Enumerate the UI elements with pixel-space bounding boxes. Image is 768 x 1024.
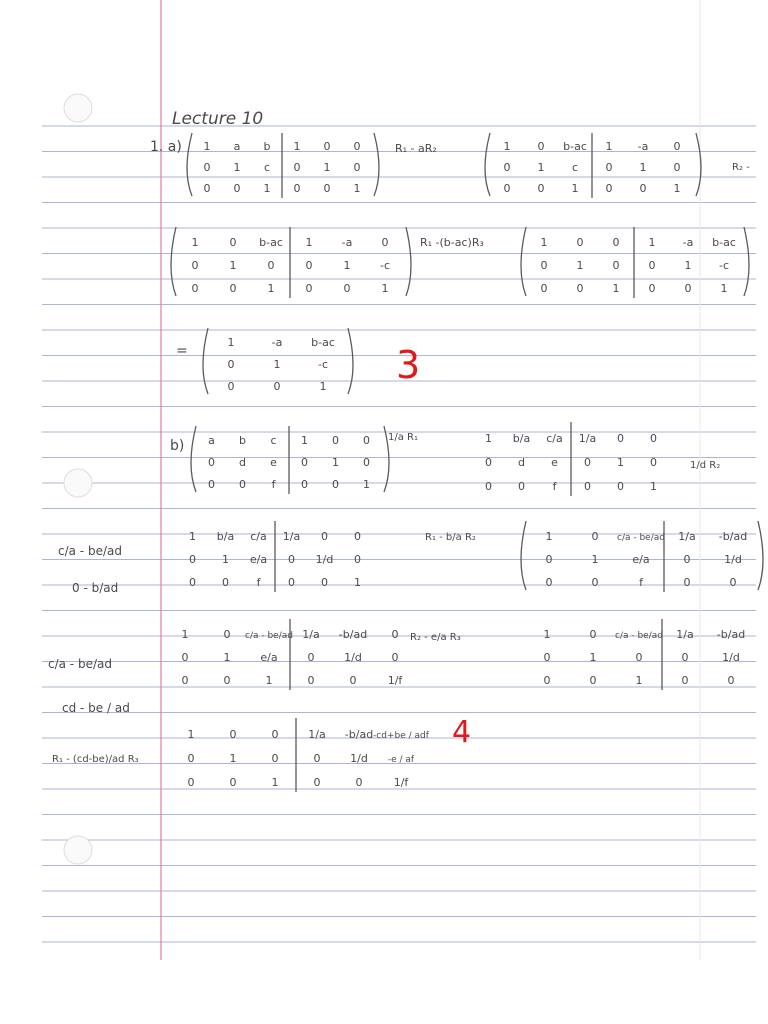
matrix-cell: 0 bbox=[681, 651, 689, 664]
matrix-cell: -a bbox=[682, 236, 694, 249]
margin-op: R₁ - (cd-be)/ad R₃ bbox=[52, 754, 139, 765]
op-b-2: 1/d R₂ bbox=[690, 460, 721, 471]
matrix-cell: 1 bbox=[605, 140, 613, 153]
matrix-cell: 0 bbox=[229, 282, 237, 295]
matrix-cell: 1 bbox=[381, 282, 389, 295]
matrix-cell: 1/d bbox=[350, 752, 368, 765]
matrix-cell: 0 bbox=[187, 752, 195, 765]
matrix-cell: 0 bbox=[584, 480, 591, 493]
matrix-cell: 1 bbox=[589, 651, 597, 664]
matrix-cell: 0 bbox=[545, 553, 553, 566]
matrix-b-final bbox=[188, 718, 430, 792]
matrix-cell: 0 bbox=[540, 282, 548, 295]
matrix-cell: 1/d bbox=[722, 651, 740, 664]
binder-hole-middle bbox=[64, 469, 92, 497]
matrix-cell: f bbox=[639, 576, 643, 589]
matrix-cell: 1/d bbox=[315, 553, 334, 566]
matrix-cell: 0 bbox=[673, 161, 681, 174]
matrix-cell: 0 bbox=[227, 358, 235, 371]
matrix-cell: 0 bbox=[605, 161, 613, 174]
matrix-cell: -b/ad bbox=[338, 628, 368, 641]
matrix-cell: 0 bbox=[323, 182, 331, 195]
matrix-cell: 0 bbox=[189, 576, 196, 589]
matrix-cell: 1 bbox=[191, 236, 199, 249]
matrix-cell: 0 bbox=[293, 161, 301, 174]
matrix-cell: 0 bbox=[681, 674, 689, 687]
right-paren bbox=[758, 521, 763, 590]
matrix-cell: c bbox=[270, 434, 277, 447]
matrix-cell: 1 bbox=[267, 282, 275, 295]
matrix-cell: 1 bbox=[720, 282, 728, 295]
matrix-cell: 1 bbox=[332, 456, 339, 469]
matrix-cell: 0 bbox=[683, 576, 691, 589]
matrix-cell: a bbox=[208, 434, 215, 447]
matrix-cell: b bbox=[239, 434, 246, 447]
matrix-cell: 0 bbox=[355, 776, 363, 789]
matrix-cell: 1 bbox=[305, 236, 313, 249]
matrix-cell: -a bbox=[271, 336, 283, 349]
matrix-cell: 0 bbox=[540, 259, 548, 272]
matrix-cell: 0 bbox=[635, 651, 643, 664]
matrix-cell: 0 bbox=[612, 236, 620, 249]
matrix-cell: 1 bbox=[189, 530, 196, 543]
matrix-cell: 1 bbox=[223, 651, 231, 664]
matrix-cell: 1 bbox=[293, 140, 301, 153]
matrix-cell: e/a bbox=[632, 553, 650, 566]
matrix-cell: 0 bbox=[293, 182, 301, 195]
page-title: Lecture 10 bbox=[172, 109, 264, 129]
matrix-cell: 0 bbox=[181, 674, 189, 687]
matrix-cell: 0 bbox=[683, 553, 691, 566]
matrix-cell: 0 bbox=[612, 259, 620, 272]
matrix-cell: 0 bbox=[650, 456, 657, 469]
matrix-cell: e bbox=[551, 456, 558, 469]
op-b-3: R₁ - b/a R₂ bbox=[425, 532, 476, 543]
matrix-cell: 1 bbox=[187, 728, 195, 741]
matrix-cell: 1 bbox=[181, 628, 189, 641]
matrix-cell: 1 bbox=[354, 576, 361, 589]
matrix-cell: 0 bbox=[313, 752, 321, 765]
matrix-cell: 0 bbox=[503, 161, 511, 174]
matrix-cell: 1 bbox=[639, 161, 647, 174]
part-a-label: 1. a) bbox=[150, 139, 182, 155]
matrix-cell: 0 bbox=[187, 776, 195, 789]
matrix-cell: 1 bbox=[612, 282, 620, 295]
matrix-cell: 1 bbox=[363, 478, 370, 491]
matrix-cell: 1/f bbox=[393, 776, 409, 789]
matrix-cell: d bbox=[239, 456, 246, 469]
matrix-cell: 0 bbox=[203, 161, 211, 174]
matrix-cell: b/a bbox=[512, 432, 531, 445]
margin-note-4: cd - be / ad bbox=[62, 701, 130, 715]
matrix-cell: f bbox=[256, 576, 261, 589]
matrix-cell: 0 bbox=[271, 728, 279, 741]
matrix-cell: 1/d bbox=[724, 553, 742, 566]
matrix-cell: 1 bbox=[648, 236, 656, 249]
matrix-cell: 0 bbox=[321, 530, 328, 543]
matrix-cell: 0 bbox=[354, 530, 361, 543]
matrix-cell: 0 bbox=[203, 182, 211, 195]
matrix-cell: 1 bbox=[650, 480, 657, 493]
matrix-cell: 0 bbox=[229, 776, 237, 789]
matrix-a-step1 bbox=[485, 133, 701, 198]
matrix-cell: b-ac bbox=[311, 336, 335, 349]
matrix-b-step2 bbox=[189, 521, 361, 592]
matrix-cell: 0 bbox=[208, 456, 215, 469]
matrix-cell: c bbox=[263, 161, 271, 174]
right-paren bbox=[744, 227, 749, 296]
matrix-cell: 0 bbox=[301, 456, 308, 469]
matrix-cell: 0 bbox=[191, 259, 199, 272]
margin-note-1: c/a - be/ad bbox=[58, 544, 122, 558]
matrix-cell: 0 bbox=[288, 553, 295, 566]
matrix-cell: 0 bbox=[332, 478, 339, 491]
matrix-cell: 0 bbox=[673, 140, 681, 153]
left-paren bbox=[485, 133, 490, 196]
matrix-cell: 0 bbox=[363, 456, 370, 469]
matrix-cell: 1 bbox=[343, 259, 351, 272]
matrix-cell: 1 bbox=[271, 776, 279, 789]
matrix-cell: 0 bbox=[591, 576, 599, 589]
score-4: 4 bbox=[452, 715, 472, 750]
matrix-cell: e/a bbox=[260, 651, 278, 664]
matrix-cell: -a bbox=[637, 140, 649, 153]
matrix-cell: 0 bbox=[617, 480, 624, 493]
op-b-4: R₂ - e/a R₃ bbox=[410, 632, 461, 643]
matrix-cell: 0 bbox=[288, 576, 295, 589]
matrix-cell: 0 bbox=[617, 432, 624, 445]
matrix-a-step2 bbox=[171, 227, 411, 298]
matrix-cell: 0 bbox=[321, 576, 328, 589]
matrix-cell: 1 bbox=[263, 182, 271, 195]
binder-hole-top bbox=[64, 94, 92, 122]
matrix-cell: 0 bbox=[485, 456, 492, 469]
matrix-cell: 0 bbox=[648, 259, 656, 272]
matrix-cell: c/a - be/ad bbox=[245, 631, 293, 641]
right-paren bbox=[348, 328, 353, 394]
matrix-cell: 1/a bbox=[308, 728, 326, 741]
matrix-cell: 0 bbox=[222, 576, 229, 589]
matrix-cell: 0 bbox=[354, 553, 361, 566]
matrix-cell: b-ac bbox=[259, 236, 283, 249]
margin-note-2: 0 - b/ad bbox=[72, 581, 119, 595]
matrix-cell: 0 bbox=[239, 478, 246, 491]
matrix-cell: 0 bbox=[648, 282, 656, 295]
matrix-cell: -e / af bbox=[387, 755, 415, 765]
matrix-cell: -c bbox=[379, 259, 391, 272]
matrix-cell: 0 bbox=[589, 628, 597, 641]
matrix-a-step3 bbox=[521, 227, 749, 298]
matrix-cell: 0 bbox=[605, 182, 613, 195]
matrix-cell: 1 bbox=[319, 380, 327, 393]
matrix-cell: 0 bbox=[543, 651, 551, 664]
matrix-cell: 0 bbox=[391, 628, 399, 641]
matrix-cell: 0 bbox=[639, 182, 647, 195]
matrix-cell: 0 bbox=[537, 182, 545, 195]
matrix-cell: b/a bbox=[216, 530, 235, 543]
matrix-cell: 0 bbox=[391, 651, 399, 664]
matrix-cell: 0 bbox=[307, 651, 315, 664]
matrix-cell: 1 bbox=[537, 161, 545, 174]
matrix-cell: 0 bbox=[305, 282, 313, 295]
op-b-1: 1/a R₁ bbox=[388, 432, 418, 443]
right-paren bbox=[406, 227, 411, 296]
matrix-b-step5 bbox=[544, 619, 746, 690]
matrix-cell: -c bbox=[718, 259, 730, 272]
matrix-cell: 0 bbox=[543, 674, 551, 687]
matrix-cell: 1 bbox=[229, 259, 237, 272]
matrix-cell: 1 bbox=[233, 161, 241, 174]
matrix-cell: 1 bbox=[591, 553, 599, 566]
matrix-cell: -b/ad bbox=[716, 628, 746, 641]
op-a-1: R₁ - aR₂ bbox=[395, 142, 437, 155]
matrix-cell: 0 bbox=[727, 674, 735, 687]
matrix-cell: f bbox=[271, 478, 276, 491]
matrix-cell: 0 bbox=[537, 140, 545, 153]
matrix-cell: 0 bbox=[229, 728, 237, 741]
matrix-cell: 0 bbox=[353, 140, 361, 153]
matrix-cell: 0 bbox=[208, 478, 215, 491]
matrix-cell: 0 bbox=[589, 674, 597, 687]
matrix-cell: -b/ad bbox=[718, 530, 748, 543]
matrix-cell: 1/a bbox=[578, 432, 597, 445]
matrix-cell: d bbox=[518, 456, 525, 469]
matrix-cell: c/a bbox=[546, 432, 563, 445]
matrix-cell: 1/d bbox=[344, 651, 362, 664]
matrix-cell: 0 bbox=[518, 480, 525, 493]
matrix-cell: 1 bbox=[684, 259, 692, 272]
matrix-cell: 1 bbox=[273, 358, 281, 371]
matrix-cell: 0 bbox=[189, 553, 196, 566]
score-3: 3 bbox=[396, 343, 421, 387]
matrix-cell: 1 bbox=[503, 140, 511, 153]
part-b-label: b) bbox=[170, 438, 185, 454]
matrix-cell: 1 bbox=[673, 182, 681, 195]
matrix-cell: 1/a bbox=[282, 530, 301, 543]
matrix-cell: 1 bbox=[545, 530, 553, 543]
matrix-cell: 0 bbox=[227, 380, 235, 393]
matrix-cell: b-ac bbox=[712, 236, 736, 249]
matrix-cell: 0 bbox=[381, 236, 389, 249]
matrix-cell: 0 bbox=[363, 434, 370, 447]
matrix-cell: 0 bbox=[485, 480, 492, 493]
matrix-cell: -b/ad bbox=[344, 728, 374, 741]
matrix-cell: f bbox=[552, 480, 557, 493]
matrix-cell: 0 bbox=[503, 182, 511, 195]
matrix-cell: 1 bbox=[353, 182, 361, 195]
matrix-cell: 0 bbox=[223, 628, 231, 641]
left-paren bbox=[521, 521, 526, 590]
matrix-a-result bbox=[203, 328, 353, 394]
matrix-cell: 1 bbox=[323, 161, 331, 174]
matrix-cell: 1/f bbox=[387, 674, 403, 687]
matrix-cell: -a bbox=[341, 236, 353, 249]
matrix-cell: 1 bbox=[543, 628, 551, 641]
matrix-cell: 0 bbox=[729, 576, 737, 589]
left-paren bbox=[191, 426, 196, 492]
matrix-cell: a bbox=[233, 140, 241, 153]
matrix-cell: 0 bbox=[313, 776, 321, 789]
matrix-cell: 0 bbox=[332, 434, 339, 447]
matrix-cell: 0 bbox=[545, 576, 553, 589]
matrix-b-step4 bbox=[182, 619, 404, 690]
matrix-cell: 0 bbox=[233, 182, 241, 195]
matrix-cell: 1 bbox=[635, 674, 643, 687]
matrix-cell: c bbox=[571, 161, 579, 174]
matrix-cell: 0 bbox=[576, 282, 584, 295]
matrix-cell: 1 bbox=[576, 259, 584, 272]
left-paren bbox=[171, 227, 176, 296]
matrix-cell: 0 bbox=[650, 432, 657, 445]
matrix-cell: 1/a bbox=[676, 628, 694, 641]
matrix-cell: 1 bbox=[571, 182, 579, 195]
matrix-cell: 0 bbox=[353, 161, 361, 174]
matrix-cell: 1 bbox=[265, 674, 273, 687]
matrix-cell: 1 bbox=[485, 432, 492, 445]
matrix-cell: 1 bbox=[229, 752, 237, 765]
matrix-cell: b bbox=[263, 140, 271, 153]
op-a-3: R₁ -(b-ac)R₃ bbox=[420, 236, 484, 249]
right-paren bbox=[374, 133, 379, 196]
matrix-cell: 0 bbox=[307, 674, 315, 687]
matrix-cell: 1/a bbox=[678, 530, 696, 543]
matrix-b-start bbox=[191, 426, 389, 494]
matrix-cell: 1 bbox=[203, 140, 211, 153]
matrix-a-start bbox=[187, 133, 379, 198]
matrix-b-step1 bbox=[485, 422, 657, 496]
matrix-cell: 1 bbox=[540, 236, 548, 249]
matrix-cell: 0 bbox=[576, 236, 584, 249]
matrix-cell: 0 bbox=[305, 259, 313, 272]
op-a-2: R₂ - bbox=[732, 162, 750, 173]
matrix-cell: -cd+be / adf bbox=[373, 731, 429, 741]
matrix-cell: c/a - be/ad bbox=[617, 533, 665, 543]
result-equals: = bbox=[176, 343, 188, 359]
matrix-cell: e bbox=[270, 456, 277, 469]
margin-note-3: c/a - be/ad bbox=[48, 657, 112, 671]
matrix-cell: 0 bbox=[191, 282, 199, 295]
matrix-cell: 0 bbox=[273, 380, 281, 393]
matrix-cell: 1 bbox=[617, 456, 624, 469]
matrix-b-step3 bbox=[521, 521, 763, 592]
matrix-cell: 0 bbox=[301, 478, 308, 491]
matrix-cell: 1 bbox=[301, 434, 308, 447]
left-paren bbox=[521, 227, 526, 296]
matrix-cell: 1/a bbox=[302, 628, 320, 641]
matrix-cell: 0 bbox=[343, 282, 351, 295]
matrix-cell: 0 bbox=[267, 259, 275, 272]
matrix-cell: e/a bbox=[249, 553, 268, 566]
matrix-cell: 0 bbox=[349, 674, 357, 687]
matrix-cell: 0 bbox=[223, 674, 231, 687]
matrix-cell: 0 bbox=[684, 282, 692, 295]
matrix-cell: 0 bbox=[591, 530, 599, 543]
matrix-cell: c/a bbox=[250, 530, 267, 543]
matrix-cell: 0 bbox=[181, 651, 189, 664]
matrix-cell: 0 bbox=[229, 236, 237, 249]
binder-hole-bottom bbox=[64, 836, 92, 864]
matrix-cell: 0 bbox=[584, 456, 591, 469]
left-paren bbox=[203, 328, 208, 394]
matrix-cell: b-ac bbox=[563, 140, 587, 153]
matrix-cell: 0 bbox=[271, 752, 279, 765]
matrix-cell: 0 bbox=[323, 140, 331, 153]
matrix-cell: 1 bbox=[227, 336, 235, 349]
left-paren bbox=[187, 133, 192, 196]
matrix-cell: -c bbox=[317, 358, 329, 371]
matrix-cell: c/a - be/ad bbox=[615, 631, 663, 641]
matrix-cell: 1 bbox=[222, 553, 229, 566]
